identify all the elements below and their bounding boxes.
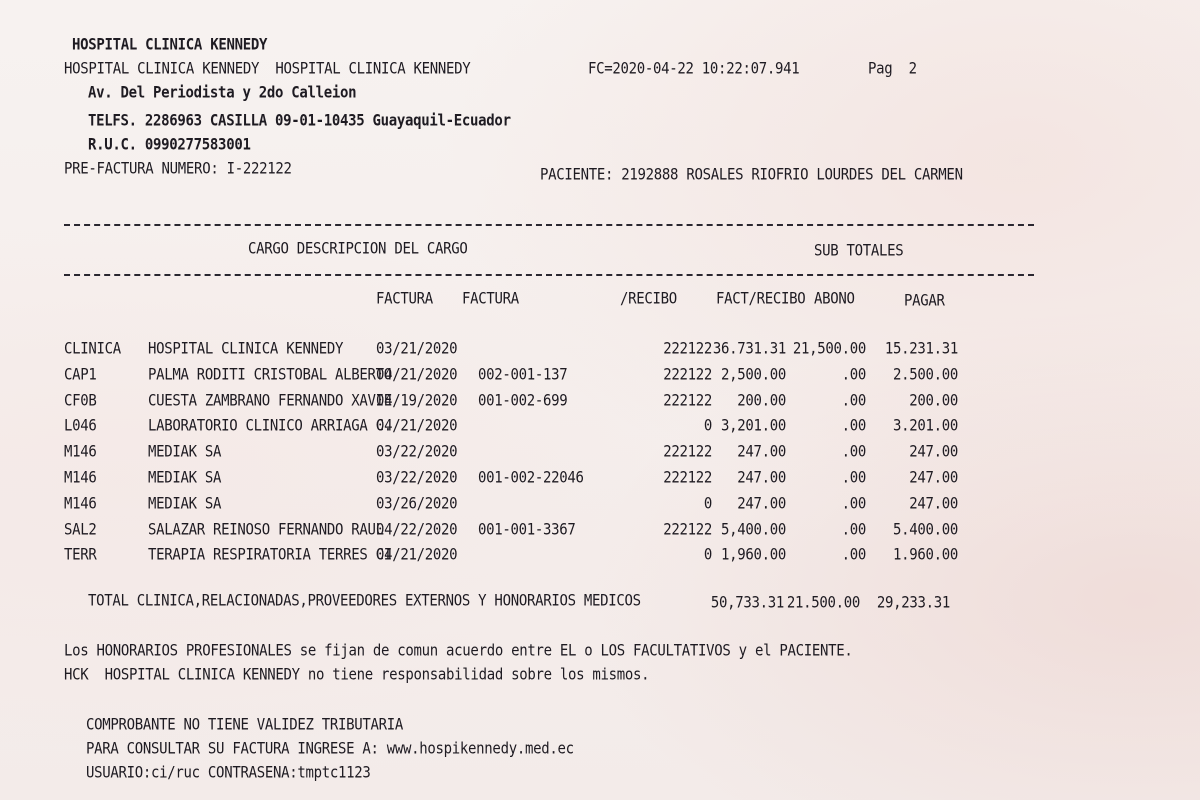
row-description: HOSPITAL CLINICA KENNEDY [148, 340, 344, 358]
row-fact-recibo: 247.00 [737, 494, 786, 513]
row-pagar: 1.960.00 [892, 546, 958, 565]
row-fact-recibo: 200.00 [737, 391, 786, 410]
header-dashed-rule [64, 274, 1034, 276]
column-pagar: PAGAR [904, 292, 945, 310]
row-code: TERR [64, 546, 97, 565]
row-pagar: 15.231.31 [884, 340, 958, 358]
column-factura-date: FACTURA [376, 290, 433, 308]
row-code: M146 [64, 494, 97, 513]
row-pagar: 200.00 [909, 391, 958, 410]
row-date: 04/19/2020 [376, 391, 458, 410]
row-recibo: 0 [703, 417, 712, 436]
honorarios-note: Los HONORARIOS PROFESIONALES se fijan de comun acuerdo entre EL o LOS FACULTATIVOS y el PACIENTE. [64, 642, 853, 660]
row-code: M146 [64, 443, 97, 462]
row-pagar: 247.00 [909, 443, 958, 462]
row-date: 03/21/2020 [376, 340, 458, 358]
top-dashed-rule [64, 224, 1034, 226]
row-recibo: 222122 [663, 443, 712, 462]
row-factura: 001-002-699 [478, 391, 568, 410]
row-pagar: 2.500.00 [892, 365, 958, 384]
column-fact-recibo: FACT/RECIBO [716, 290, 806, 308]
row-abono: .00 [841, 520, 866, 539]
hospital-address: Av. Del Periodista y 2do Calleion [88, 84, 357, 102]
row-description: LABORATORIO CLINICO ARRIAGA C. [148, 417, 392, 436]
row-date: 03/22/2020 [376, 443, 458, 462]
row-factura: 001-001-3367 [478, 520, 576, 539]
row-recibo: 0 [703, 494, 712, 513]
row-date: 03/22/2020 [376, 469, 458, 487]
row-code: CF0B [64, 391, 97, 410]
row-factura: 002-001-137 [478, 365, 568, 384]
totals-label: TOTAL CLINICA,RELACIONADAS,PROVEEDORES EXTERNOS Y HONORARIOS MEDICOS [88, 592, 641, 610]
row-recibo: 222122 [663, 365, 712, 384]
row-abono: .00 [841, 391, 866, 410]
row-factura: 001-002-22046 [478, 469, 584, 487]
row-recibo: 222122 [663, 469, 712, 487]
row-recibo: 0 [703, 546, 712, 565]
row-abono: .00 [841, 417, 866, 436]
row-code: CAP1 [64, 365, 97, 384]
row-description: SALAZAR REINOSO FERNANDO RAUL [148, 520, 384, 539]
row-date: 04/21/2020 [376, 365, 458, 384]
column-factura-number: FACTURA [462, 290, 519, 308]
footer-credentials: USUARIO:ci/ruc CONTRASENA:tmptc1123 [86, 764, 371, 782]
column-recibo: /RECIBO [620, 290, 677, 308]
row-recibo: 222122 [663, 340, 712, 358]
print-timestamp: FC=2020-04-22 10:22:07.941 [588, 60, 800, 78]
row-abono: .00 [841, 365, 866, 384]
row-description: MEDIAK SA [148, 469, 222, 487]
row-description: MEDIAK SA [148, 494, 222, 513]
totals-abono: 21.500.00 [786, 594, 860, 612]
row-fact-recibo: 36.731.31 [712, 340, 786, 358]
row-fact-recibo: 5,400.00 [720, 520, 786, 539]
responsibility-note: HCK HOSPITAL CLINICA KENNEDY no tiene responsabilidad sobre los mismos. [64, 666, 650, 684]
totals-pagar: 29,233.31 [876, 594, 950, 612]
row-description: PALMA RODITI CRISTOBAL ALBERTO [148, 365, 392, 384]
row-pagar: 5.400.00 [892, 520, 958, 539]
column-cargo-descripcion: CARGO DESCRIPCION DEL CARGO [248, 240, 468, 258]
prefactura-number: PRE-FACTURA NUMERO: I-222122 [64, 160, 292, 178]
row-abono: .00 [841, 546, 866, 565]
row-description: TERAPIA RESPIRATORIA TERRES CI [148, 546, 392, 565]
row-description: CUESTA ZAMBRANO FERNANDO XAVIE [148, 391, 392, 410]
row-code: SAL2 [64, 520, 97, 539]
footer-tax-note: COMPROBANTE NO TIENE VALIDEZ TRIBUTARIA [86, 716, 404, 734]
row-recibo: 222122 [663, 520, 712, 539]
hospital-ruc: R.U.C. 0990277583001 [88, 136, 251, 154]
totals-fact: 50,733.31 [710, 594, 784, 612]
hospital-title-repeat: HOSPITAL CLINICA KENNEDY HOSPITAL CLINICA KENNEDY [64, 60, 471, 78]
row-date: 04/21/2020 [376, 417, 458, 436]
row-fact-recibo: 1,960.00 [720, 546, 786, 565]
footer-website: PARA CONSULTAR SU FACTURA INGRESE A: www.hospikennedy.med.ec [86, 740, 574, 758]
row-fact-recibo: 2,500.00 [720, 365, 786, 384]
row-pagar: 247.00 [909, 494, 958, 513]
row-abono: .00 [841, 469, 866, 487]
row-code: L046 [64, 417, 97, 436]
row-abono: .00 [841, 443, 866, 462]
row-code: CLINICA [64, 340, 121, 358]
row-code: M146 [64, 469, 97, 487]
row-abono: .00 [841, 494, 866, 513]
row-fact-recibo: 3,201.00 [720, 417, 786, 436]
row-pagar: 3.201.00 [892, 417, 958, 436]
row-fact-recibo: 247.00 [737, 469, 786, 487]
row-abono: 21,500.00 [792, 340, 866, 358]
row-date: 03/26/2020 [376, 494, 458, 513]
column-abono: ABONO [814, 290, 855, 308]
hospital-title: HOSPITAL CLINICA KENNEDY [72, 36, 268, 54]
row-date: 04/21/2020 [376, 546, 458, 565]
page-number: Pag 2 [868, 60, 917, 78]
row-fact-recibo: 247.00 [737, 443, 786, 462]
row-date: 04/22/2020 [376, 520, 458, 539]
row-description: MEDIAK SA [148, 443, 222, 462]
row-pagar: 247.00 [909, 469, 958, 487]
hospital-phones: TELFS. 2286963 CASILLA 09-01-10435 Guayaquil-Ecuador [88, 112, 511, 130]
patient-info: PACIENTE: 2192888 ROSALES RIOFRIO LOURDES DEL CARMEN [540, 166, 963, 184]
column-sub-totales: SUB TOTALES [814, 242, 904, 260]
row-recibo: 222122 [663, 391, 712, 410]
